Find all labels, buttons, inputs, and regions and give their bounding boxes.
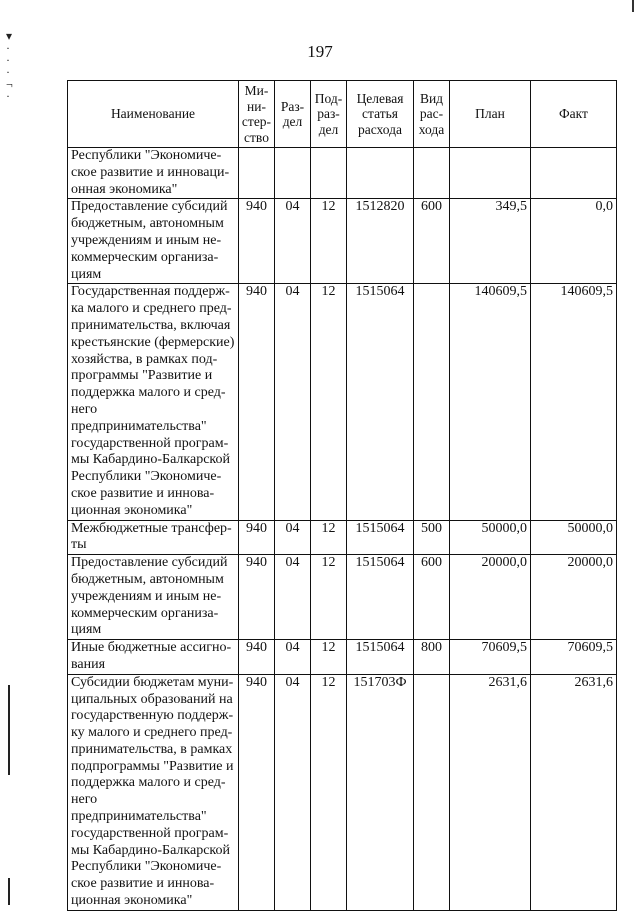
cell-fact bbox=[531, 148, 617, 199]
header-expense-type: Вид рас- хода bbox=[414, 81, 450, 148]
cell-ministry: 940 bbox=[239, 555, 275, 640]
cell-target-article: 1515064 bbox=[347, 640, 414, 675]
scan-edge-mark bbox=[632, 0, 634, 12]
cell-target-article: 1515064 bbox=[347, 520, 414, 555]
cell-target-article: 151703Ф bbox=[347, 674, 414, 910]
cell-name: Иные бюджетные ассигно- вания bbox=[68, 640, 239, 675]
header-target-article: Целевая статья расхода bbox=[347, 81, 414, 148]
cell-fact: 70609,5 bbox=[531, 640, 617, 675]
table-row bbox=[68, 148, 617, 199]
cell-subsection: 12 bbox=[311, 555, 347, 640]
table-row bbox=[68, 674, 617, 910]
header-ministry: Ми- ни- стер- ство bbox=[239, 81, 275, 148]
cell-name: Предоставление субсидий бюджетным, автономным учреждениям и иным не- коммерческим организа- циям bbox=[68, 555, 239, 640]
cell-subsection: 12 bbox=[311, 520, 347, 555]
cell-section: 04 bbox=[275, 520, 311, 555]
header-row bbox=[68, 81, 617, 148]
cell-expense-type: 600 bbox=[414, 199, 450, 284]
table-row bbox=[68, 520, 617, 555]
header-section: Раз- дел bbox=[275, 81, 311, 148]
header-subsection: Под- раз- дел bbox=[311, 81, 347, 148]
cell-name: Субсидии бюджетам муни- ципальных образований на государственную поддерж- ку малого и среднего пред- принимательства, в рамках подпрограммы "Развитие и поддержка малого и сред- него предпринимательства" государственной програм- мы Кабардино-Балкарской Республики "Экономиче- ское развитие и иннова- ционная экономика" bbox=[68, 674, 239, 910]
cell-subsection bbox=[311, 148, 347, 199]
cell-ministry: 940 bbox=[239, 640, 275, 675]
cell-ministry: 940 bbox=[239, 520, 275, 555]
scan-margin-bar bbox=[8, 685, 10, 775]
cell-expense-type: 600 bbox=[414, 555, 450, 640]
cell-name: Республики "Экономиче- ское развитие и инноваци- онная экономика" bbox=[68, 148, 239, 199]
scan-margin-bar bbox=[8, 878, 10, 905]
cell-target-article: 1512820 bbox=[347, 199, 414, 284]
cell-ministry: 940 bbox=[239, 284, 275, 520]
table-row bbox=[68, 199, 617, 284]
header-plan: План bbox=[450, 81, 531, 148]
cell-section: 04 bbox=[275, 555, 311, 640]
table-row bbox=[68, 284, 617, 520]
cell-section: 04 bbox=[275, 284, 311, 520]
margin-marks: ▾ · · · ¬ · bbox=[6, 29, 13, 103]
header-name: Наименование bbox=[68, 81, 239, 148]
cell-ministry: 940 bbox=[239, 674, 275, 910]
table-row bbox=[68, 555, 617, 640]
cell-section bbox=[275, 148, 311, 199]
cell-section: 04 bbox=[275, 199, 311, 284]
cell-plan: 2631,6 bbox=[450, 674, 531, 910]
header-fact: Факт bbox=[531, 81, 617, 148]
cell-expense-type bbox=[414, 148, 450, 199]
page-number: 197 bbox=[307, 42, 333, 61]
cell-target-article: 1515064 bbox=[347, 555, 414, 640]
cell-fact: 20000,0 bbox=[531, 555, 617, 640]
cell-ministry: 940 bbox=[239, 199, 275, 284]
cell-name: Государственная поддерж- ка малого и среднего пред- принимательства, включая крестьянские (фермерские) хозяйства, в рамках под- программы "Развитие и поддержка малого и сред- него предпринимательства" государственной програм- мы Кабардино-Балкарской Республики "Экономиче- ское развитие и иннова- ционная экономика" bbox=[68, 284, 239, 520]
cell-section: 04 bbox=[275, 674, 311, 910]
cell-target-article: 1515064 bbox=[347, 284, 414, 520]
cell-subsection: 12 bbox=[311, 284, 347, 520]
cell-expense-type bbox=[414, 284, 450, 520]
budget-table bbox=[67, 80, 617, 911]
cell-plan: 70609,5 bbox=[450, 640, 531, 675]
cell-expense-type bbox=[414, 674, 450, 910]
cell-target-article bbox=[347, 148, 414, 199]
cell-fact: 0,0 bbox=[531, 199, 617, 284]
cell-expense-type: 500 bbox=[414, 520, 450, 555]
cell-plan: 50000,0 bbox=[450, 520, 531, 555]
cell-fact: 140609,5 bbox=[531, 284, 617, 520]
cell-subsection: 12 bbox=[311, 674, 347, 910]
cell-fact: 2631,6 bbox=[531, 674, 617, 910]
cell-expense-type: 800 bbox=[414, 640, 450, 675]
cell-plan: 140609,5 bbox=[450, 284, 531, 520]
cell-name: Межбюджетные трансфер- ты bbox=[68, 520, 239, 555]
cell-subsection: 12 bbox=[311, 199, 347, 284]
cell-name: Предоставление субсидий бюджетным, автономным учреждениям и иным не- коммерческим организа- циям bbox=[68, 199, 239, 284]
cell-section: 04 bbox=[275, 640, 311, 675]
cell-fact: 50000,0 bbox=[531, 520, 617, 555]
cell-plan: 349,5 bbox=[450, 199, 531, 284]
cell-ministry bbox=[239, 148, 275, 199]
cell-subsection: 12 bbox=[311, 640, 347, 675]
cell-plan bbox=[450, 148, 531, 199]
cell-plan: 20000,0 bbox=[450, 555, 531, 640]
table-row bbox=[68, 640, 617, 675]
